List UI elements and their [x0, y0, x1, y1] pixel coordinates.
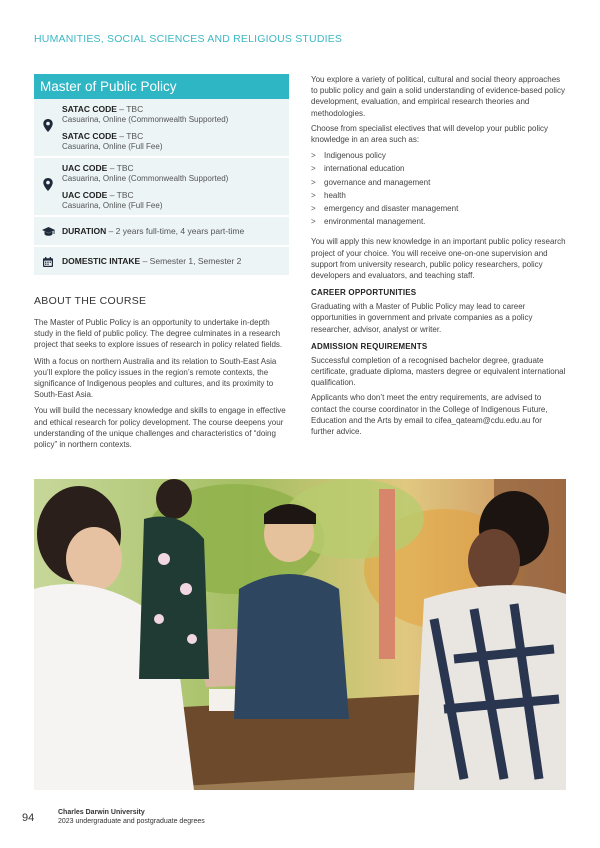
uac-code-value-1: – TBC — [107, 163, 134, 173]
research-paragraph: You will apply this new knowledge in an important public policy research project of your choice. You will receive one-on-one supervision and support from university research, public policy researchers, policy developers and evaluators, and teaching staff. — [311, 237, 566, 281]
list-item: > governance and management — [311, 176, 566, 189]
career-paragraph: Graduating with a Master of Public Policy may lead to career opportunities in government and private companies as a policy researcher, advisor, analyst or writer. — [311, 302, 533, 334]
satac-code-label-2: SATAC CODE — [62, 131, 117, 141]
footer-subtitle: 2023 undergraduate and postgraduate degrees — [58, 818, 205, 825]
about-title: ABOUT THE COURSE — [34, 295, 147, 307]
duration-value: – 2 years full-time, 4 years part-time — [106, 226, 245, 237]
list-item: > Indigenous policy — [311, 149, 566, 162]
section-header: HUMANITIES, SOCIAL SCIENCES AND RELIGIOUS STUDIES — [34, 33, 343, 45]
electives-intro: Choose from specialist electives that will develop your public policy knowledge in an area such as: — [311, 123, 548, 145]
satac-row — [34, 99, 289, 158]
duration-label: DURATION — [62, 226, 107, 237]
footer-organization: Charles Darwin University — [58, 809, 145, 816]
about-paragraph-3: You will build the necessary knowledge and skills to engage in effective and ethical research for policy development. The course deepens your understanding of the unique challenges and characteristics of “doing policy” in northern contexts. — [34, 406, 286, 450]
list-item: > health — [311, 189, 566, 202]
list-item: > environmental management. — [311, 215, 566, 228]
uac-code-label-1: UAC CODE — [62, 163, 108, 173]
satac-code-value-2: – TBC — [116, 131, 144, 141]
satac-code-sub-1: Casuarina, Online (Commonwealth Supported) — [62, 114, 229, 124]
location-pin-icon — [34, 163, 62, 191]
uac-code-sub-1: Casuarina, Online (Commonwealth Supported) — [62, 173, 229, 183]
satac-code-label-1: SATAC CODE — [62, 104, 117, 114]
list-item: > emergency and disaster management — [311, 202, 566, 215]
uac-code-sub-2: Casuarina, Online (Full Fee) — [62, 200, 163, 210]
intake-label: DOMESTIC INTAKE — [62, 256, 141, 267]
uac-code-value-2: – TBC — [107, 190, 134, 200]
calendar-icon — [34, 257, 62, 267]
graduation-cap-icon — [34, 227, 62, 237]
left-column — [34, 74, 289, 455]
page-number: 94 — [22, 812, 35, 824]
admission-paragraph: Successful completion of a recognised bachelor degree, graduate certificate, graduate diploma, masters degree or equivalent international qualification. — [311, 355, 566, 388]
program-title: Master of Public Policy — [34, 74, 289, 99]
about-paragraph-1: The Master of Public Policy is an opportunity to undertake in-depth study in the field of public policy. The degree culminates in a research project that seeks to explore issues of research in policy related fields. — [34, 318, 283, 350]
career-heading: CAREER OPPORTUNITIES — [311, 288, 417, 298]
program-info-box — [34, 74, 289, 275]
intake-row — [34, 247, 289, 275]
duration-row — [34, 217, 289, 247]
electives-list — [311, 149, 566, 228]
satac-code-value-1: – TBC — [116, 104, 144, 114]
uac-code-label-2: UAC CODE — [62, 190, 108, 200]
uac-row — [34, 158, 289, 217]
location-pin-icon — [34, 104, 62, 132]
intake-value: – Semester 1, Semester 2 — [140, 256, 242, 267]
satac-code-sub-2: Casuarina, Online (Full Fee) — [62, 141, 163, 151]
students-photo — [34, 479, 566, 790]
applicants-paragraph: Applicants who don’t meet the entry requirements, are advised to contact the course coordinator in the College of Indigenous Future, Education and the Arts by email to cifea_qateam@cdu.edu.au for further advice. — [311, 393, 548, 437]
intro-paragraph: You explore a variety of political, cultural and social theory approaches to public policy and gain a solid understanding of evidence-based policy development, evaluation, and empirical research theories and methodologies. — [311, 75, 565, 118]
admission-heading: ADMISSION REQUIREMENTS — [311, 341, 428, 351]
right-column — [311, 74, 566, 441]
list-item: > international education — [311, 162, 566, 175]
about-paragraph-2: With a focus on northern Australia and its relation to South-East Asia you’ll explore the policy issues in the region’s remote contexts, the significance of Indigenous peoples and cultures, and its proximity to South-East Asia. — [34, 356, 277, 400]
